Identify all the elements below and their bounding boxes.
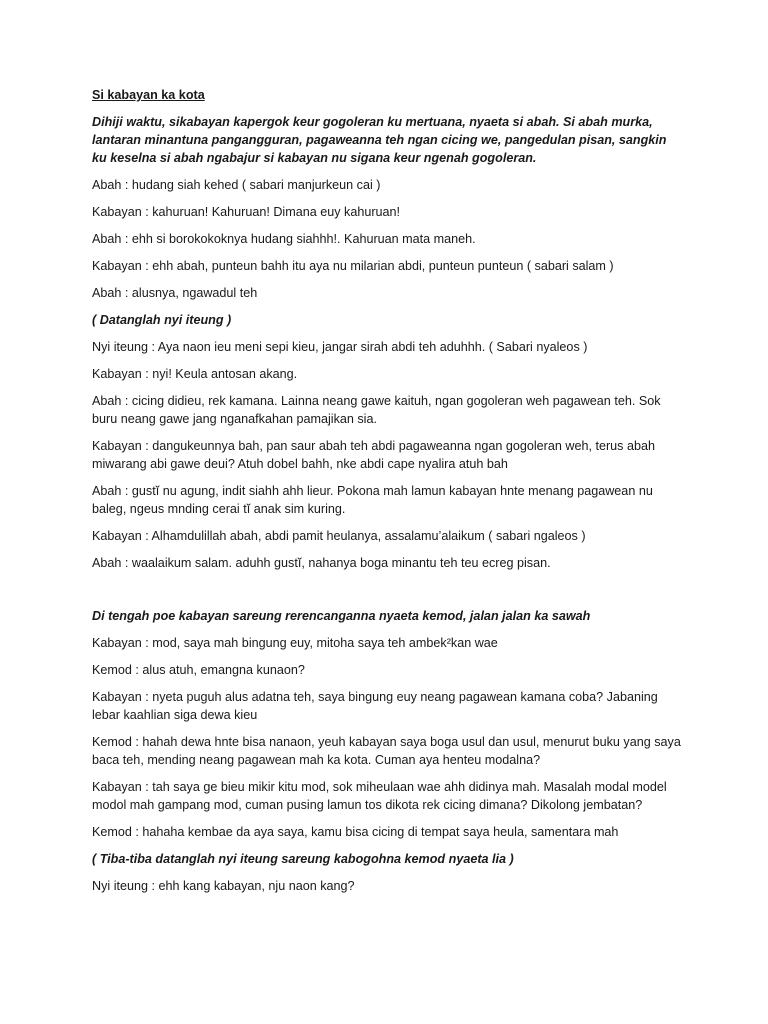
dialog-line: Abah : gustĭ nu agung, indit siahh ahh lieur. Pokona mah lamun kabayan hnte menang pagawean nu baleg, ngeus mnding cerai tĭ anak sim kuring. <box>92 484 653 516</box>
dialog-line: Kabayan : nyeta puguh alus adatna teh, saya bingung euy neang pagawean kamana coba? Jabaning lebar kaahlian siga dewa kieu <box>92 690 658 722</box>
dialog-line: Kabayan : tah saya ge bieu mikir kitu mod, sok miheulaan wae ahh didinya mah. Masalah modal model modol mah gampang mod, cuman pusing lamun tos dikota rek cicing dimana? Dikolong jembatan? <box>92 780 667 812</box>
dialog-line: Abah : alusnya, ngawadul teh <box>92 286 258 300</box>
document-page <box>92 86 682 904</box>
narration-paragraph: ( Datanglah nyi iteung ) <box>92 313 232 327</box>
section-gap <box>92 581 682 607</box>
dialog-line: Kabayan : Alhamdulillah abah, abdi pamit heulanya, assalamu’alaikum ( sabari ngaleos ) <box>92 529 586 543</box>
dialog-line: Abah : hudang siah kehed ( sabari manjurkeun cai ) <box>92 178 381 192</box>
dialog-line: Kabayan : mod, saya mah bingung euy, mitoha saya teh ambek²kan wae <box>92 636 498 650</box>
dialog-line: Kabayan : ehh abah, punteun bahh itu aya nu milarian abdi, punteun punteun ( sabari salam ) <box>92 259 614 273</box>
dialog-line: Nyi iteung : Aya naon ieu meni sepi kieu, jangar sirah abdi teh aduhhh. ( Sabari nyaleos ) <box>92 340 588 354</box>
dialog-line: Kabayan : kahuruan! Kahuruan! Dimana euy kahuruan! <box>92 205 401 219</box>
dialog-line: Kemod : hahah dewa hnte bisa nanaon, yeuh kabayan saya boga usul dan usul, menurut buku yang saya baca teh, mending neang pagawean mah ka kota. Cuman aya henteu modalna? <box>92 735 681 767</box>
dialog-line: Nyi iteung : ehh kang kabayan, nju naon kang? <box>92 879 355 893</box>
narration-paragraph: Dihiji waktu, sikabayan kapergok keur gogoleran ku mertuana, nyaeta si abah. Si abah murka, lantaran minantuna pangangguran, pagaweanna teh ngan cicing we, pangedulan pisan, sangkin ku keselna si abah ngabajur si kabayan nu sigana keur ngenah gogoleran. <box>92 115 667 165</box>
dialog-line: Kabayan : nyi! Keula antosan akang. <box>92 367 298 381</box>
narration-paragraph: Di tengah poe kabayan sareung rerencanganna nyaeta kemod, jalan jalan ka sawah <box>92 609 591 623</box>
dialog-line: Abah : cicing didieu, rek kamana. Lainna neang gawe kaituh, ngan gogoleran weh pagawean teh. Sok buru neang gawe jang nganafkahan pamajikan sia. <box>92 394 661 426</box>
dialog-line: Kemod : hahaha kembae da aya saya, kamu bisa cicing di tempat saya heula, samentara mah <box>92 825 619 839</box>
dialog-line: Kemod : alus atuh, emangna kunaon? <box>92 663 305 677</box>
dialog-line: Abah : waalaikum salam. aduhh gustĭ, nahanya boga minantu teh teu ecreg pisan. <box>92 556 551 570</box>
document-title: Si kabayan ka kota <box>92 88 205 102</box>
dialog-line: Abah : ehh si borokokoknya hudang siahhh!. Kahuruan mata maneh. <box>92 232 476 246</box>
dialog-line: Kabayan : dangukeunnya bah, pan saur abah teh abdi pagaweanna ngan gogoleran weh, terus abah miwarang abi gawe deui? Atuh dobel bahh, nke abdi cape nyalira atuh bah <box>92 439 655 471</box>
narration-paragraph: ( Tiba-tiba datanglah nyi iteung sareung kabogohna kemod nyaeta lia ) <box>92 852 514 866</box>
